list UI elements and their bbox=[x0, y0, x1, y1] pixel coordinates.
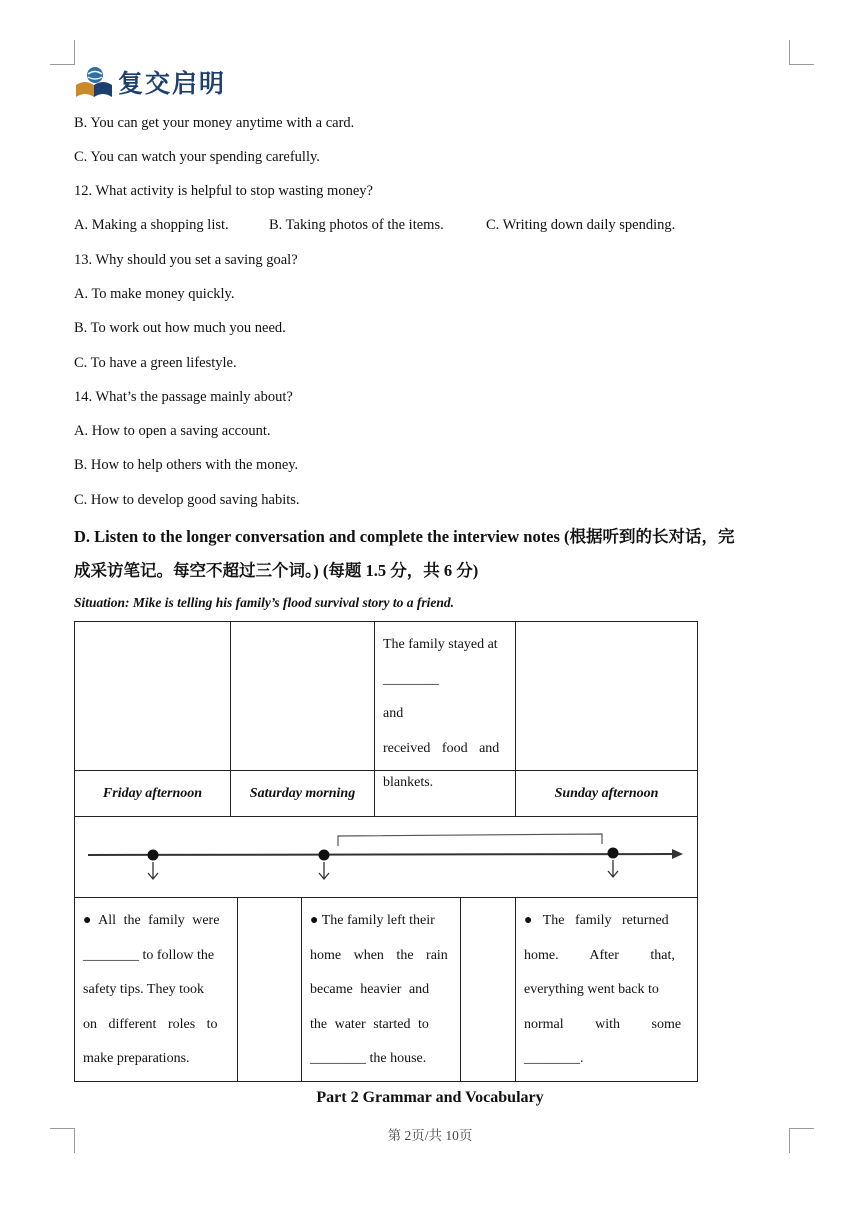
label-saturday-morning: Saturday morning bbox=[249, 786, 356, 801]
note-line: ● The family returned bbox=[524, 913, 669, 928]
question-12: 12. What activity is helpful to stop wasting money? bbox=[74, 183, 373, 199]
timeline-point-sunday bbox=[608, 848, 619, 859]
note-sunday-return bbox=[524, 904, 689, 1077]
situation-text: Situation: Mike is telling his family’s flood survival story to a friend. bbox=[74, 595, 455, 610]
option-11b: B. You can get your money anytime with a card. bbox=[74, 115, 355, 131]
note-line: safety tips. They took bbox=[83, 982, 205, 997]
page-number: 第 2页/共 10页 bbox=[387, 1128, 473, 1143]
note-line: home when the rain bbox=[310, 947, 448, 963]
option-11c: C. You can watch your spending carefully. bbox=[74, 149, 320, 165]
note-line: received food and bbox=[383, 740, 500, 756]
note-line: ● All the family were bbox=[83, 913, 220, 928]
option-13b: B. To work out how much you need. bbox=[74, 320, 286, 336]
timeline-point-saturday bbox=[319, 850, 330, 861]
section-d-heading-cont: 成采访笔记。每空不超过三个词。) (每题 1.5 分，共 6 分) bbox=[74, 561, 479, 580]
section-d-heading: D. Listen to the longer conversation and complete the interview notes (根据听到的长对话，完 bbox=[74, 527, 735, 546]
note-line: normal with some bbox=[524, 1016, 682, 1032]
option-13a: A. To make money quickly. bbox=[74, 286, 235, 302]
note-line-with-blank: ________. bbox=[524, 1051, 584, 1066]
part-2-title: Part 2 Grammar and Vocabulary bbox=[316, 1089, 544, 1106]
question-13: 13. Why should you set a saving goal? bbox=[74, 252, 298, 268]
option-14b: B. How to help others with the money. bbox=[74, 457, 299, 473]
question-14: 14. What’s the passage mainly about? bbox=[74, 389, 293, 405]
timeline bbox=[88, 834, 683, 879]
question-12-options bbox=[74, 215, 675, 235]
note-line: the water started to bbox=[310, 1016, 429, 1032]
note-friday-preparation bbox=[83, 904, 229, 1077]
note-line-with-blank: ________ and bbox=[383, 671, 439, 721]
option-12b: B. Taking photos of the items. bbox=[269, 217, 444, 233]
timeline-point-friday bbox=[148, 850, 159, 861]
note-saturday-shelter bbox=[383, 628, 507, 801]
logo bbox=[74, 64, 226, 100]
note-line: on different roles to bbox=[83, 1016, 218, 1032]
note-line: everything went back to bbox=[524, 982, 659, 997]
option-14c: C. How to develop good saving habits. bbox=[74, 492, 300, 508]
option-13c: C. To have a green lifestyle. bbox=[74, 355, 237, 371]
note-line: ● The family left their bbox=[310, 913, 435, 928]
option-12c: C. Writing down daily spending. bbox=[486, 217, 676, 233]
note-line: blankets. bbox=[383, 775, 434, 790]
label-friday-afternoon: Friday afternoon bbox=[102, 786, 203, 801]
option-12a: A. Making a shopping list. bbox=[74, 217, 229, 233]
note-line-with-blank: ________ to follow the bbox=[83, 947, 215, 963]
note-line: The family stayed at bbox=[383, 637, 498, 652]
option-14a: A. How to open a saving account. bbox=[74, 423, 271, 439]
corner-mark-top-right bbox=[789, 40, 814, 65]
note-line-with-blank: ________ the house. bbox=[310, 1051, 427, 1066]
logo-text: 复交启明 bbox=[118, 69, 227, 98]
note-line: became heavier and bbox=[310, 982, 430, 997]
label-sunday-afternoon: Sunday afternoon bbox=[554, 786, 659, 801]
note-line: home. After that, bbox=[524, 947, 675, 963]
note-saturday-evacuation bbox=[310, 904, 452, 1077]
corner-mark-top-left bbox=[50, 40, 75, 65]
book-globe-icon bbox=[74, 65, 114, 99]
note-line: make preparations. bbox=[83, 1051, 190, 1066]
